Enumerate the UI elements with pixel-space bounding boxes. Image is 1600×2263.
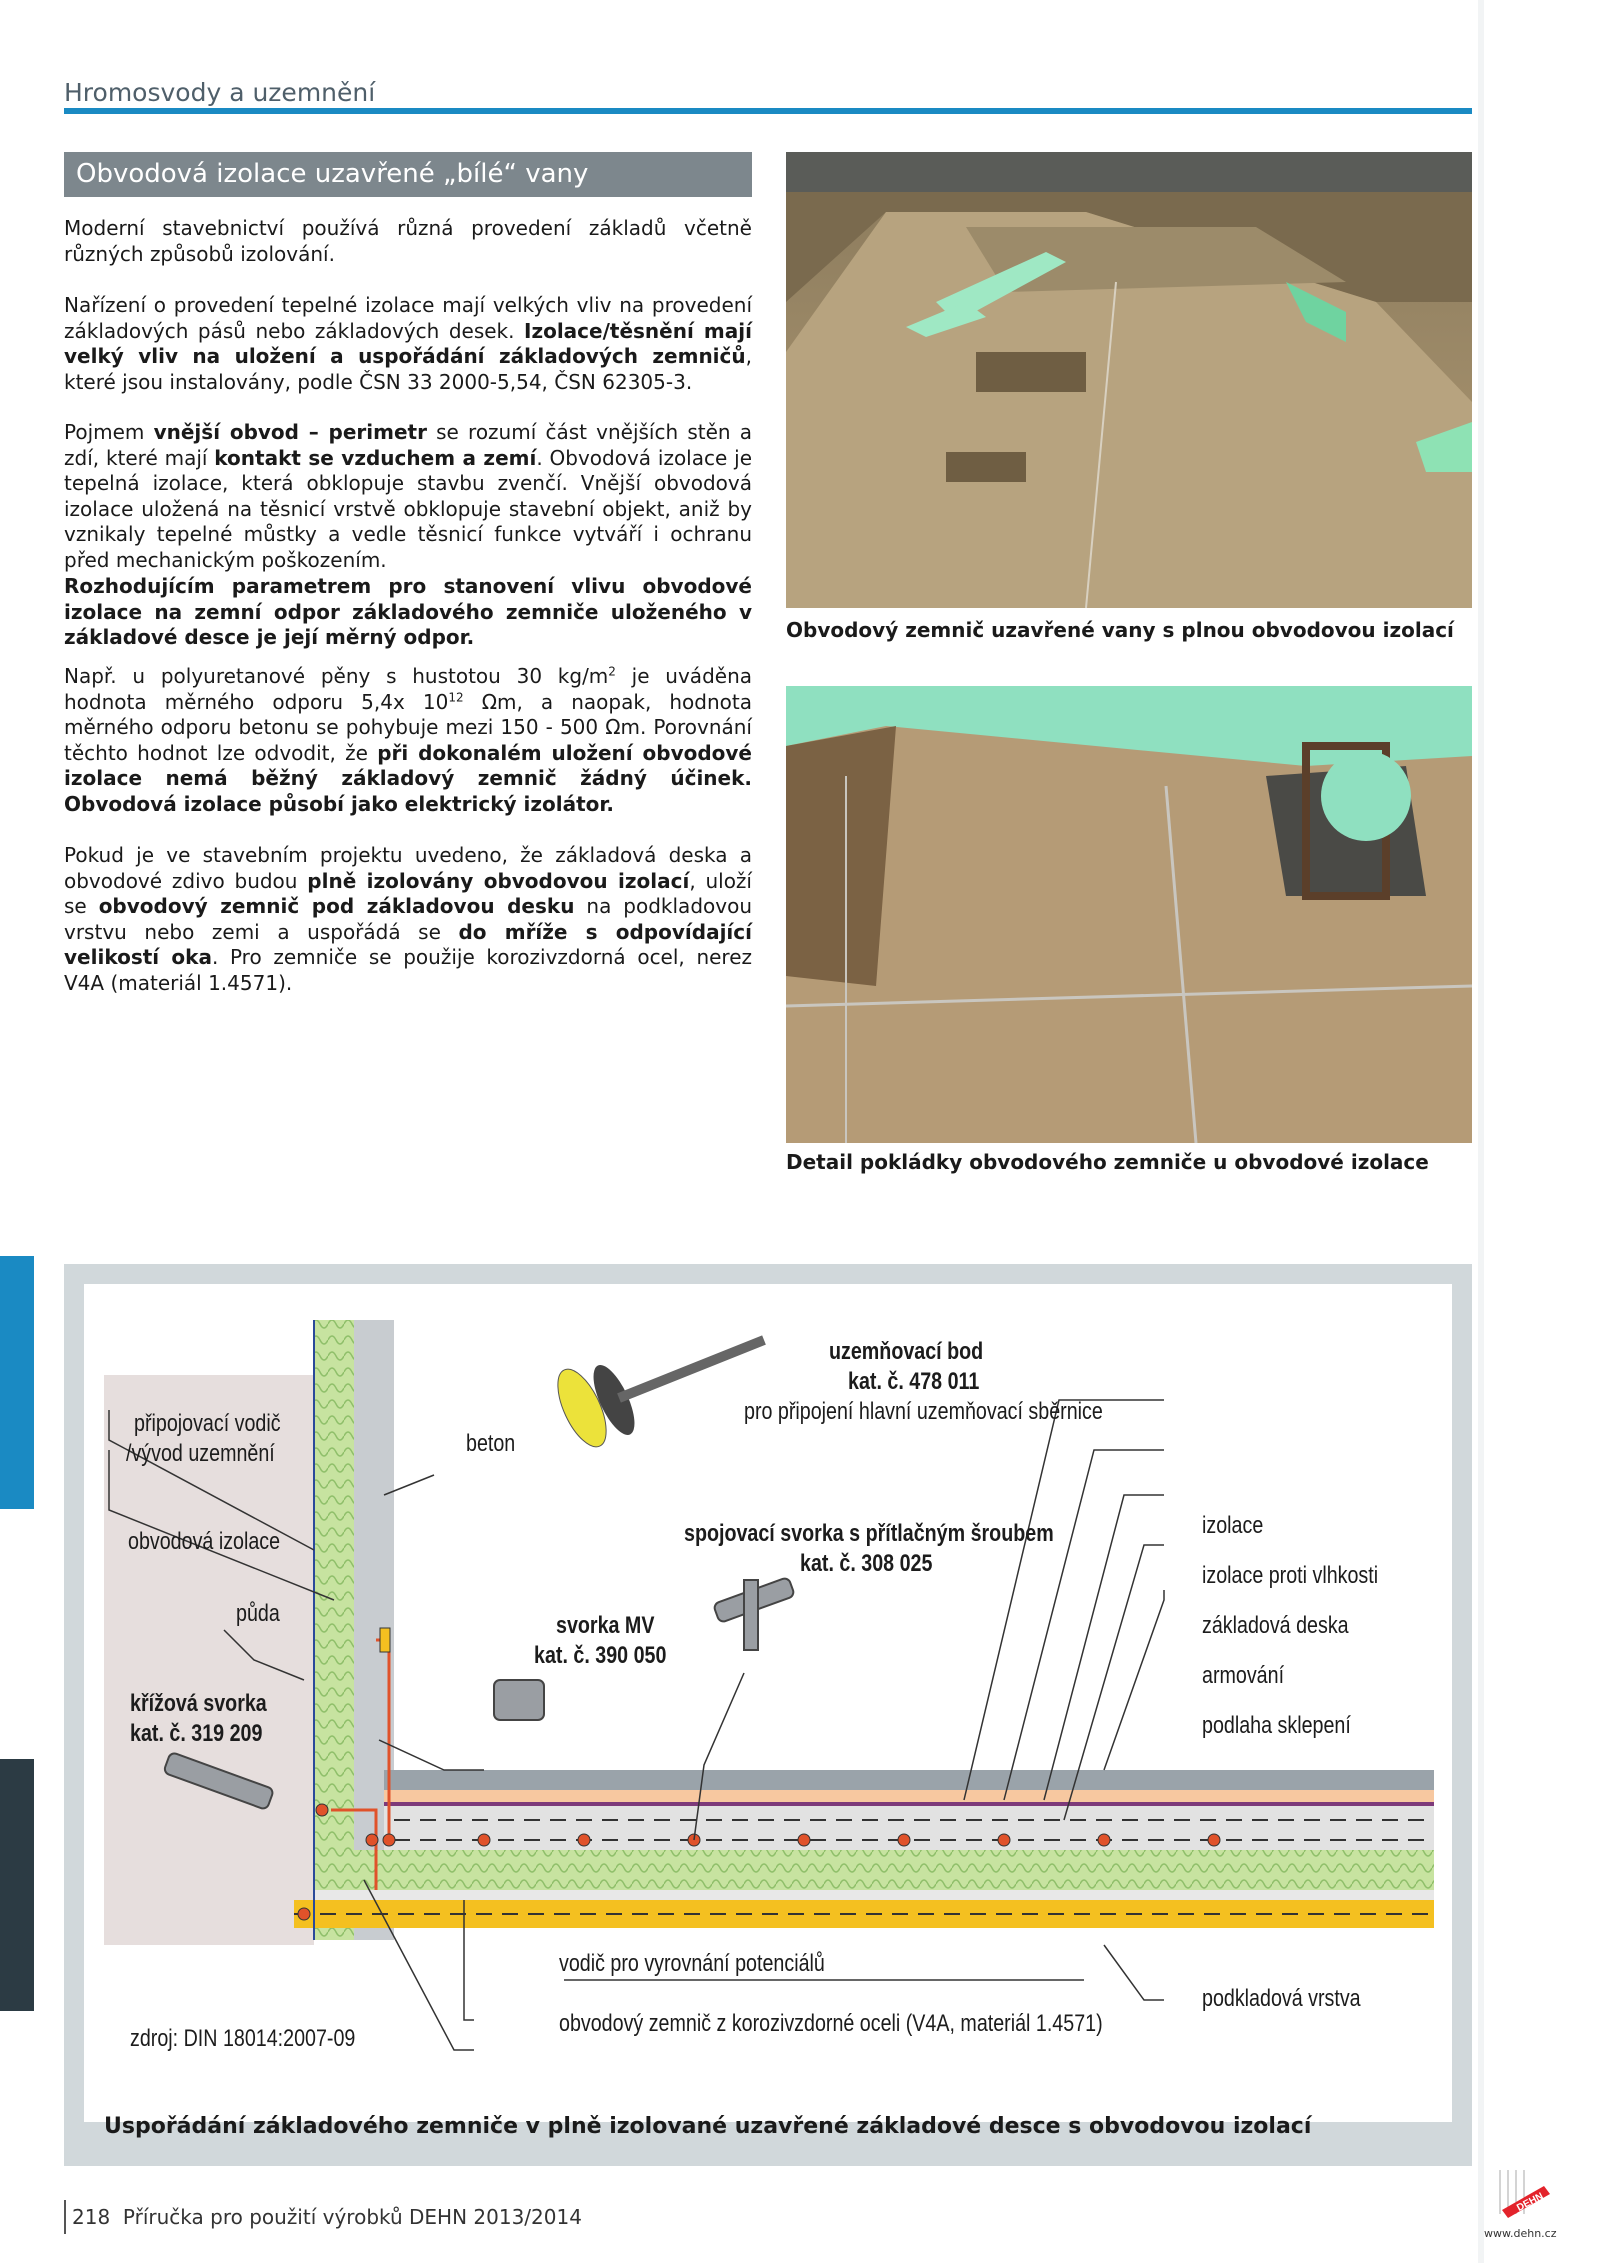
label-equipotential-conductor: vodič pro vyrovnání potenciálů [559, 1950, 825, 1977]
paragraph-4: Rozhodujícím parametrem pro stanovení vlivu obvodové izolace na zemní odpor základového zemniče uloženého v základové desce je její měrný odpor. [64, 574, 752, 649]
header-rule [64, 108, 1472, 114]
label-mv-clamp: svorka MV [556, 1612, 655, 1639]
construction-pit-photo [786, 152, 1472, 608]
svg-text:DEHN: DEHN [1515, 2190, 1546, 2214]
website-url: www.dehn.cz [1484, 2227, 1557, 2240]
label-perimeter-electrode: obvodový zemnič z korozivzdorné oceli (V4A, materiál 1.4571) [559, 2010, 1103, 2037]
side-tab-dark [0, 1759, 34, 2011]
paragraph-2: Nařízení o provedení tepelné izolace mají velkých vliv na provedení základových pásů nebo základových desek. Izolace/těsnění mají velký vliv na uložení a uspořádání základových zemničů, které jsou instalovány, podle ČSN 33 2000-5,54, ČSN 62305-3. [64, 293, 752, 394]
photo-2-caption: Detail pokládky obvodového zemniče u obvodové izolace [786, 1150, 1429, 1174]
label-foundation-slab: základová deska [1202, 1612, 1349, 1639]
label-base-layer: podkladová vrstva [1202, 1985, 1361, 2012]
label-reinforcement: armování [1202, 1662, 1285, 1689]
paragraph-6: Pokud je ve stavebním projektu uvedeno, že základová deska a obvodové zdivo budou plně izolovány obvodovou izolací, uloží se obvodový zemnič pod základovou desku na podkladovou vrstvu nebo zemi a uspořádá se do mříže s odpovídající velikostí oka. Pro zemniče se použije korozivzdorná ocel, nerez V4A (materiál 1.4571). [64, 843, 753, 995]
label-mv-clamp-cat: kat. č. 390 050 [534, 1642, 667, 1669]
paragraph-5: Např. u polyuretanové pěny s hustotou 30 $kg/m^2$ je uváděna hodnota měrného odporu 5,4x $10^{12}$ Ωm, a naopak, hodnota měrného odporu betonu se pohybuje mezi 150 - 500 Ωm. Porovnání těchto hodnot lze odvodit, že při dokonalém uložení obvodové izolace nemá běžný základový zemnič žádný účinek. Obvodová izolace působí jako elektrický izolátor. [64, 664, 752, 816]
dehn-logo [1494, 2166, 1554, 2218]
label-soil: půda [236, 1600, 280, 1627]
paragraph-3: Pojmem vnější obvod – perimetr se rozumí část vnějších stěn a zdí, které mají kontakt se vzduchem a zemí. Obvodová izolace je tepelná izolace, která obklopuje stavbu zvenčí. Vnější obvodová izolace uložená na těsnicí vrstvě obklopuje stavební objekt, aniž by vznikaly tepelné můstky a vedle těsnicí funkce vytváří i ochranu před mechanickým poškozením. [64, 420, 752, 572]
side-tab-blue [0, 1256, 34, 1509]
ground-electrode-detail-photo [786, 686, 1472, 1143]
label-earthing-point: uzemňovací bod [829, 1338, 984, 1365]
page-number: 218 [72, 2205, 111, 2229]
label-moisture-insulation: izolace proti vlhkosti [1202, 1562, 1379, 1589]
label-perimeter-insulation: obvodová izolace [128, 1528, 281, 1555]
label-basement-floor: podlaha sklepení [1202, 1712, 1351, 1739]
section-title: Obvodová izolace uzavřené „bílé“ vany [64, 152, 752, 197]
page-header-title: Hromosvody a uzemnění [64, 78, 376, 107]
page-edge [1478, 0, 1484, 2263]
label-source: zdroj: DIN 18014:2007-09 [130, 2025, 356, 2052]
label-earthing-point-desc: pro připojení hlavní uzemňovací sběrnice [744, 1398, 1103, 1425]
footer-title: Příručka pro použití výrobků DEHN 2013/2014 [122, 2205, 582, 2229]
footer-divider [64, 2200, 66, 2234]
label-earthing-point-cat: kat. č. 478 011 [848, 1368, 980, 1395]
label-connection-conductor: připojovací vodič [134, 1410, 281, 1437]
label-concrete: beton [466, 1430, 516, 1457]
label-connection-clamp: spojovací svorka s přítlačným šroubem [684, 1520, 1054, 1547]
photo-1-caption: Obvodový zemnič uzavřené vany s plnou obvodovou izolací [786, 618, 1454, 642]
label-cross-clamp-cat: kat. č. 319 209 [130, 1720, 263, 1747]
figure-caption: Uspořádání základového zemniče v plně izolované uzavřené základové desce s obvodovou izolací [104, 2114, 1312, 2139]
paragraph-1: Moderní stavebnictví používá různá provedení základů včetně různých způsobů izolování. [64, 216, 752, 266]
label-cross-clamp: křížová svorka [130, 1690, 267, 1717]
foundation-earthing-diagram [104, 1300, 1434, 2090]
footer [72, 2205, 582, 2229]
label-connection-clamp-cat: kat. č. 308 025 [800, 1550, 933, 1577]
label-connection-conductor-2: /vývod uzemnění [126, 1440, 275, 1467]
label-insulation: izolace [1202, 1512, 1264, 1539]
